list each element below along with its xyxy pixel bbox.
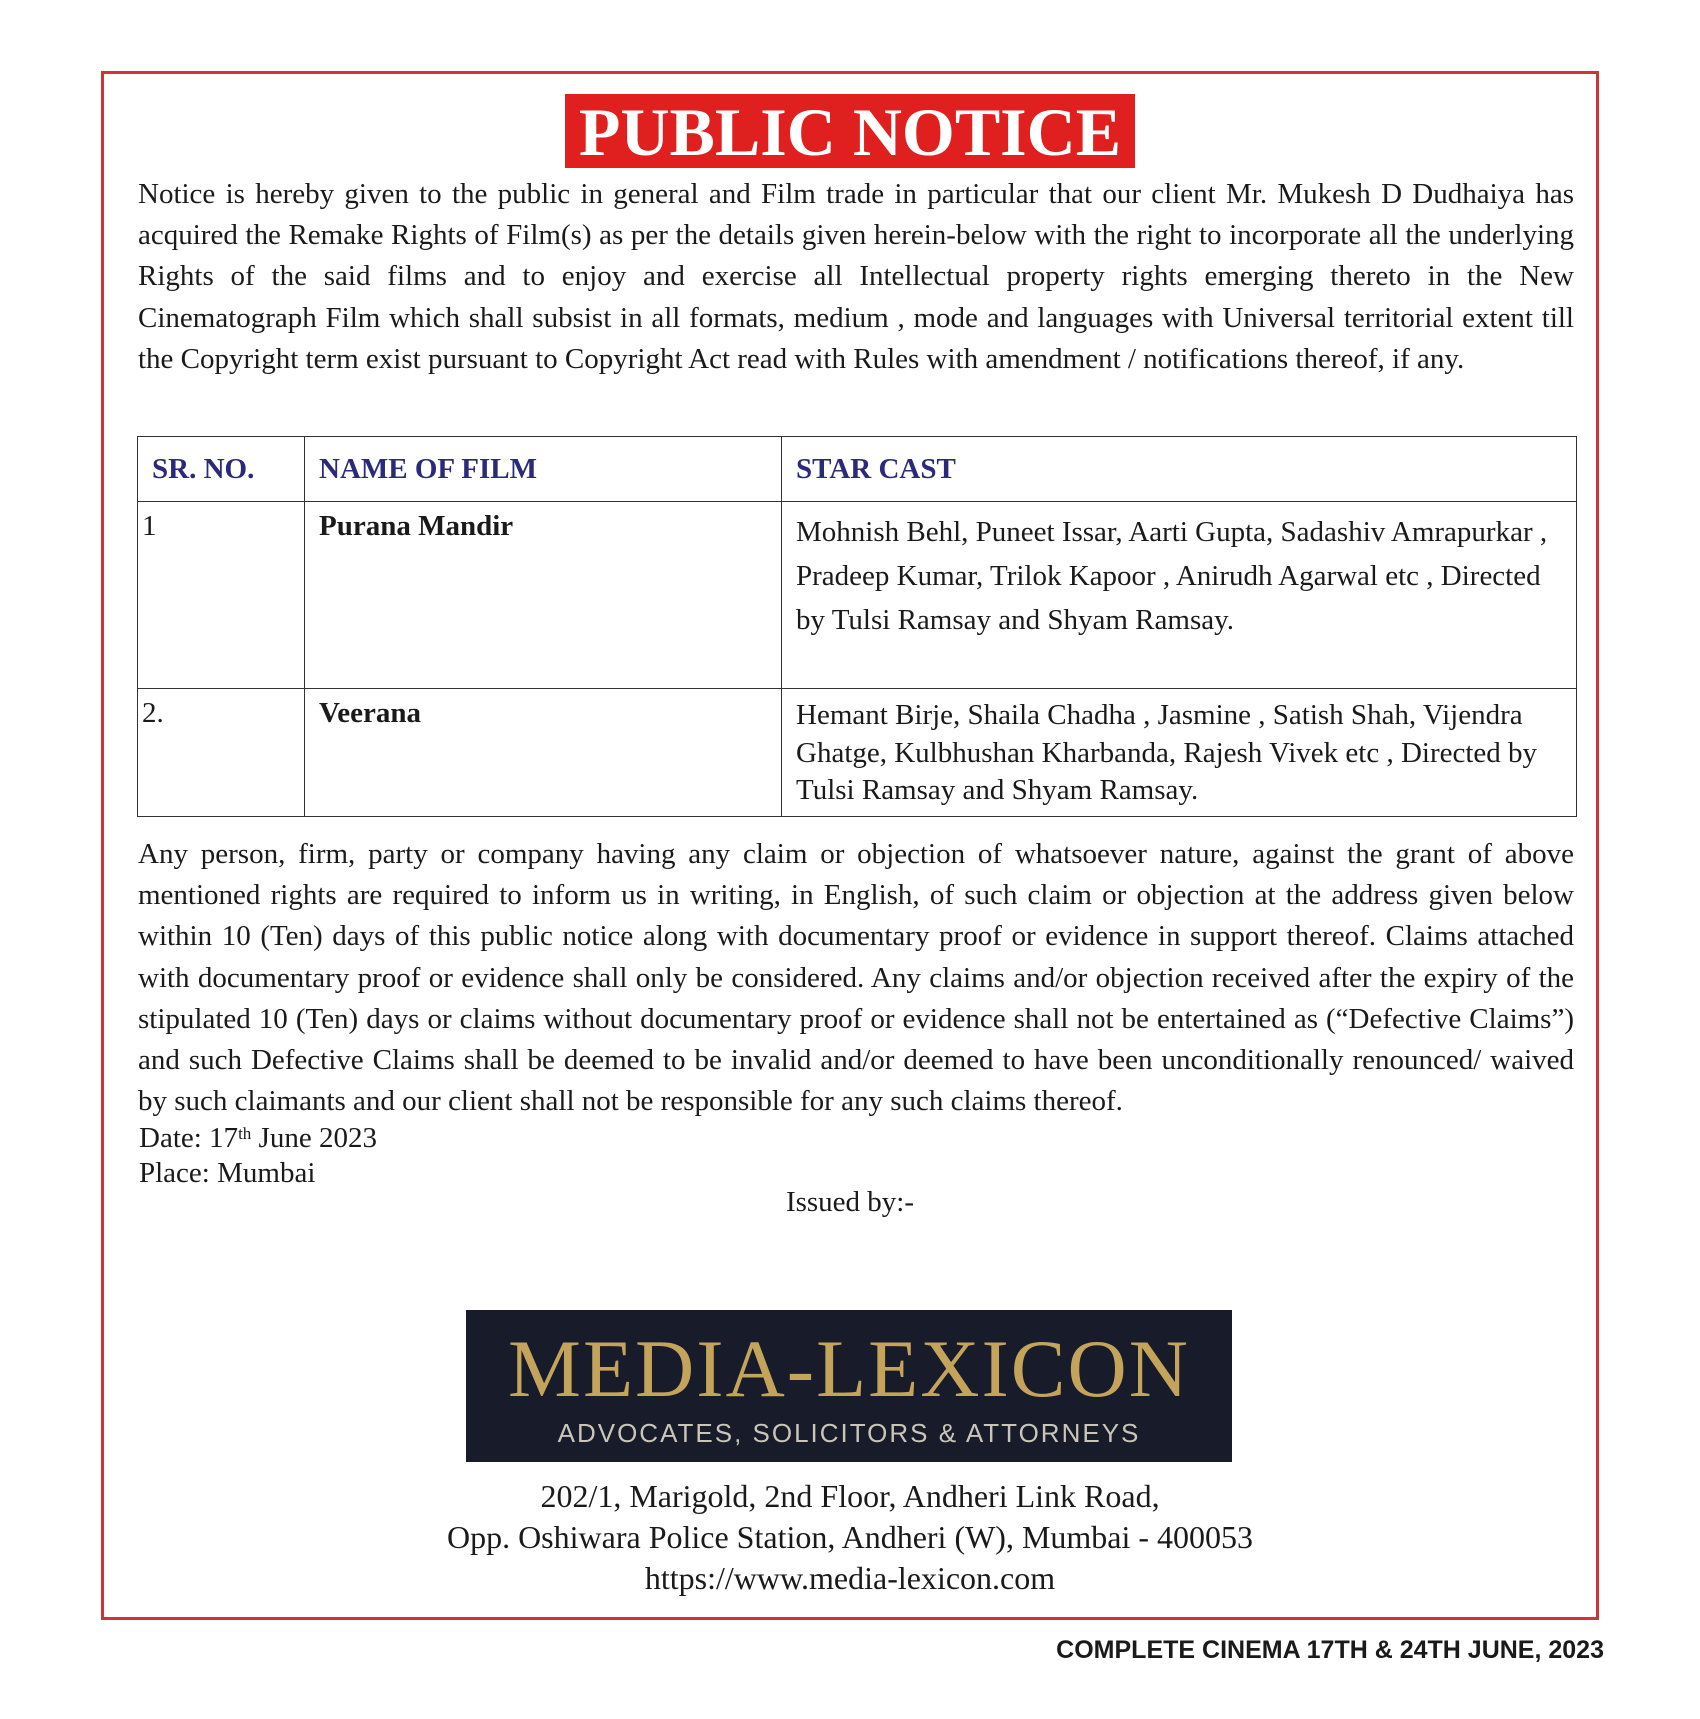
table-row xyxy=(138,689,1577,817)
place-line: Place: Mumbai xyxy=(139,1157,316,1189)
header-film-name: NAME OF FILM xyxy=(305,437,782,502)
row-star-cast: Hemant Birje, Shaila Chadha , Jasmine , Satish Shah, Vijendra Ghatge, Kulbhushan Kharbanda, Rajesh Vivek etc , Directed by Tulsi Ramsay and Shyam Ramsay. xyxy=(782,689,1577,817)
row-film-name: Purana Mandir xyxy=(305,502,782,689)
issued-by: Issued by:- xyxy=(785,1186,915,1218)
logo-sub-text: ADVOCATES, SOLICITORS & ATTORNEYS xyxy=(557,1418,1141,1448)
address-line-2: Opp. Oshiwara Police Station, Andheri (W), Mumbai - 400053 xyxy=(446,1519,1254,1555)
notice-title: PUBLIC NOTICE xyxy=(565,94,1135,168)
media-lexicon-logo xyxy=(466,1310,1232,1462)
table-header-row xyxy=(138,437,1577,502)
publication-footer: COMPLETE CINEMA 17TH & 24TH JUNE, 2023 xyxy=(1056,1636,1604,1664)
date-ordinal: th xyxy=(238,1124,252,1143)
date-line xyxy=(139,1120,377,1156)
table-row xyxy=(138,502,1577,689)
header-star-cast: STAR CAST xyxy=(782,437,1577,502)
date-rest: June 2023 xyxy=(251,1122,377,1154)
logo-main-text: MEDIA-LEXICON xyxy=(508,1323,1190,1414)
intro-paragraph: Notice is hereby given to the public in general and Film trade in particular that our client Mr. Mukesh D Dudhaiya has acquired the Remake Rights of Film(s) as per the details given herein-below with the right to incorporate all the underlying Rights of the said films and to enjoy and exercise all Intellectual property rights emerging thereto in the New Cinematograph Film which shall subsist in all formats, medium , mode and languages with Universal territorial extent till the Copyright term exist pursuant to Copyright Act read with Rules with amendment / notifications thereof, if any. xyxy=(138,178,1574,375)
row-sr-no: 2. xyxy=(138,689,305,817)
row-sr-no: 1 xyxy=(138,502,305,689)
website-link[interactable]: https://www.media-lexicon.com xyxy=(644,1560,1056,1596)
address-line-1: 202/1, Marigold, 2nd Floor, Andheri Link Road, xyxy=(540,1478,1160,1514)
date-label: Date: 17 xyxy=(139,1122,239,1154)
header-sr-no: SR. NO. xyxy=(138,437,305,502)
claims-paragraph: Any person, firm, party or company having any claim or objection of whatsoever nature, against the grant of above mentioned rights are required to inform us in writing, in English, of such claim or objection at the address given below within 10 (Ten) days of this public notice along with documentary proof or evidence in support thereof. Claims attached with documentary proof or evidence shall only be considered. Any claims and/or objection received after the expiry of the stipulated 10 (Ten) days or claims without documentary proof or evidence shall not be entertained as (“Defective Claims”) and such Defective Claims shall be deemed to be invalid and/or deemed to have been unconditionally renounced/ waived by such claimants and our client shall not be responsible for any such claims thereof. xyxy=(138,838,1574,1118)
row-star-cast: Mohnish Behl, Puneet Issar, Aarti Gupta, Sadashiv Amrapurkar , Pradeep Kumar, Trilok Kapoor , Anirudh Agarwal etc , Directed by Tulsi Ramsay and Shyam Ramsay. xyxy=(782,502,1577,689)
row-film-name: Veerana xyxy=(305,689,782,817)
address-block xyxy=(0,1476,1700,1599)
films-table xyxy=(137,436,1577,817)
